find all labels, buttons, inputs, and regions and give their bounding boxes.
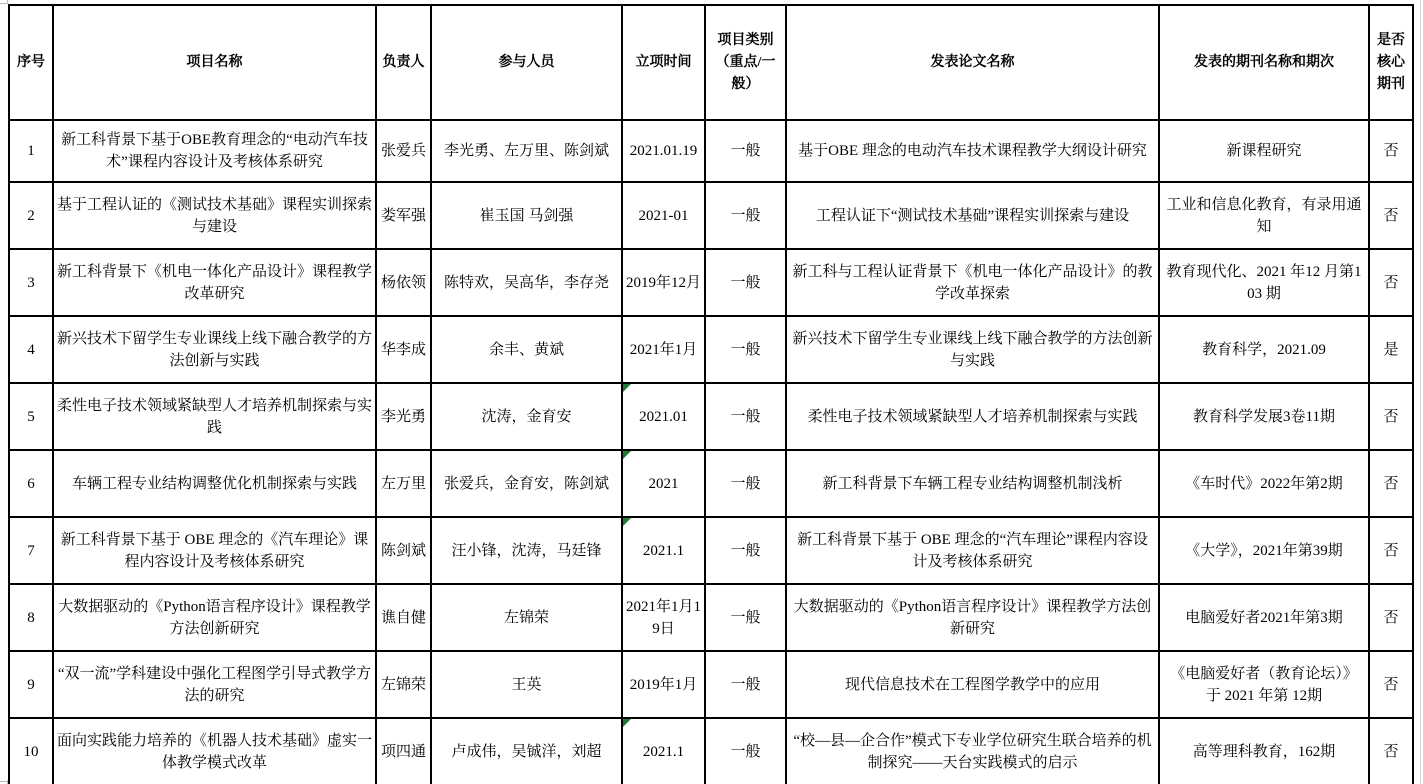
- header-journal[interactable]: 发表的期刊名称和期次: [1159, 5, 1369, 120]
- table-row: [9, 316, 1413, 383]
- start-date-value: 2021年1月: [629, 341, 698, 358]
- project-name-cell[interactable]: “双一流”学科建设中强化工程图学引导式教学方法的研究: [53, 651, 376, 718]
- leader-cell[interactable]: 项四通: [376, 718, 431, 784]
- leader-cell[interactable]: 左万里: [376, 450, 431, 517]
- paper-title-cell[interactable]: 大数据驱动的《Python语言程序设计》课程教学方法创新研究: [786, 584, 1159, 651]
- table-row: [9, 182, 1413, 249]
- participants-cell[interactable]: 王英: [431, 651, 622, 718]
- table-row: [9, 249, 1413, 316]
- start-date-cell[interactable]: [622, 450, 705, 517]
- project-name-cell[interactable]: 新兴技术下留学生专业课线上线下融合教学的方法创新与实践: [53, 316, 376, 383]
- participants-cell[interactable]: 李光勇、左万里、陈剑斌: [431, 120, 622, 182]
- journal-cell[interactable]: 《车时代》2022年第2期: [1159, 450, 1369, 517]
- start-date-value: 2019年12月: [626, 274, 702, 291]
- project-name-cell[interactable]: 柔性电子技术领域紧缺型人才培养机制探索与实践: [53, 383, 376, 450]
- journal-cell[interactable]: 教育现代化、2021 年12 月第103 期: [1159, 249, 1369, 316]
- seq-cell[interactable]: 5: [9, 383, 53, 450]
- start-date-value: 2021.01: [639, 408, 688, 425]
- category-cell[interactable]: 一般: [705, 383, 786, 450]
- participants-cell[interactable]: 陈特欢，吴高华，李存尧: [431, 249, 622, 316]
- paper-title-cell[interactable]: “校—县—企合作”模式下专业学位研究生联合培养的机制探究——天台实践模式的启示: [786, 718, 1159, 784]
- seq-cell[interactable]: 8: [9, 584, 53, 651]
- seq-cell[interactable]: 1: [9, 120, 53, 182]
- start-date-cell[interactable]: [622, 249, 705, 316]
- core-journal-cell[interactable]: 否: [1369, 651, 1413, 718]
- start-date-cell[interactable]: [622, 182, 705, 249]
- paper-title-cell[interactable]: 新工科背景下车辆工程专业结构调整机制浅析: [786, 450, 1159, 517]
- leader-cell[interactable]: 娄军强: [376, 182, 431, 249]
- category-cell[interactable]: 一般: [705, 450, 786, 517]
- seq-cell[interactable]: 9: [9, 651, 53, 718]
- header-project-name[interactable]: 项目名称: [53, 5, 376, 120]
- journal-cell[interactable]: 高等理科教育，162期: [1159, 718, 1369, 784]
- journal-cell[interactable]: 《大学》，2021年第39期: [1159, 517, 1369, 584]
- table-row: [9, 383, 1413, 450]
- leader-cell[interactable]: 陈剑斌: [376, 517, 431, 584]
- journal-cell[interactable]: 教育科学发展3卷11期: [1159, 383, 1369, 450]
- start-date-value: 2021年1月19日: [626, 598, 702, 637]
- project-name-cell[interactable]: 车辆工程专业结构调整优化机制探索与实践: [53, 450, 376, 517]
- journal-cell[interactable]: 《电脑爱好者（教育论坛）》于 2021 年第 12期: [1159, 651, 1369, 718]
- participants-cell[interactable]: 张爱兵，金育安，陈剑斌: [431, 450, 622, 517]
- project-name-cell[interactable]: 新工科背景下基于 OBE 理念的《汽车理论》课程内容设计及考核体系研究: [53, 517, 376, 584]
- category-cell[interactable]: 一般: [705, 120, 786, 182]
- category-cell[interactable]: 一般: [705, 651, 786, 718]
- journal-cell[interactable]: 电脑爱好者2021年第3期: [1159, 584, 1369, 651]
- start-date-value: 2021-01: [638, 207, 689, 224]
- paper-title-cell[interactable]: 基于OBE 理念的电动汽车技术课程教学大纲设计研究: [786, 120, 1159, 182]
- core-journal-cell[interactable]: 否: [1369, 249, 1413, 316]
- project-name-cell[interactable]: 基于工程认证的《测试技术基础》课程实训探索与建设: [53, 182, 376, 249]
- core-journal-cell[interactable]: 否: [1369, 517, 1413, 584]
- core-journal-cell[interactable]: 是: [1369, 316, 1413, 383]
- start-date-cell[interactable]: [622, 316, 705, 383]
- paper-title-cell[interactable]: 新工科与工程认证背景下《机电一体化产品设计》的教学改革探索: [786, 249, 1159, 316]
- project-name-cell[interactable]: 大数据驱动的《Python语言程序设计》课程教学方法创新研究: [53, 584, 376, 651]
- gridline: [0, 781, 8, 782]
- header-start-date[interactable]: 立项时间: [622, 5, 705, 120]
- category-cell[interactable]: 一般: [705, 718, 786, 784]
- participants-cell[interactable]: 沈涛，金育安: [431, 383, 622, 450]
- paper-title-cell[interactable]: 工程认证下“测试技术基础”课程实训探索与建设: [786, 182, 1159, 249]
- project-name-cell[interactable]: 新工科背景下基于OBE教育理念的“电动汽车技术”课程内容设计及考核体系研究: [53, 120, 376, 182]
- header-participants[interactable]: 参与人员: [431, 5, 622, 120]
- header-seq[interactable]: 序号: [9, 5, 53, 120]
- text-as-number-flag-icon: [623, 719, 631, 727]
- paper-title-cell[interactable]: 柔性电子技术领域紧缺型人才培养机制探索与实践: [786, 383, 1159, 450]
- project-name-cell[interactable]: 新工科背景下《机电一体化产品设计》课程教学改革研究: [53, 249, 376, 316]
- core-journal-cell[interactable]: 否: [1369, 718, 1413, 784]
- paper-title-cell[interactable]: 现代信息技术在工程图学教学中的应用: [786, 651, 1159, 718]
- start-date-value: 2021.1: [642, 743, 685, 760]
- category-cell[interactable]: 一般: [705, 517, 786, 584]
- leader-cell[interactable]: 杨依领: [376, 249, 431, 316]
- core-journal-cell[interactable]: 否: [1369, 120, 1413, 182]
- leader-cell[interactable]: 张爱兵: [376, 120, 431, 182]
- text-as-number-flag-icon: [623, 384, 631, 392]
- table-row: [9, 584, 1413, 651]
- gridline: [1420, 0, 1421, 784]
- start-date-value: 2021: [648, 475, 679, 492]
- header-category[interactable]: 项目类别（重点/一般）: [705, 5, 786, 120]
- core-journal-cell[interactable]: 否: [1369, 450, 1413, 517]
- leader-cell[interactable]: 李光勇: [376, 383, 431, 450]
- table-row: [9, 651, 1413, 718]
- paper-title-cell[interactable]: 新工科背景下基于 OBE 理念的“汽车理论”课程内容设计及考核体系研究: [786, 517, 1159, 584]
- header-core-journal[interactable]: 是否核心期刊: [1369, 5, 1413, 120]
- start-date-cell[interactable]: [622, 120, 705, 182]
- start-date-cell[interactable]: [622, 718, 705, 784]
- seq-cell[interactable]: 4: [9, 316, 53, 383]
- journal-cell[interactable]: 工业和信息化教育，有录用通知: [1159, 182, 1369, 249]
- seq-cell[interactable]: 2: [9, 182, 53, 249]
- start-date-value: 2021.1: [642, 542, 685, 559]
- table-row: [9, 120, 1413, 182]
- participants-cell[interactable]: 崔玉国 马剑强: [431, 182, 622, 249]
- start-date-value: 2021.01.19: [629, 143, 698, 159]
- text-as-number-flag-icon: [623, 518, 631, 526]
- participants-cell[interactable]: 余丰、黄斌: [431, 316, 622, 383]
- table-row: [9, 517, 1413, 584]
- start-date-cell[interactable]: [622, 584, 705, 651]
- seq-cell[interactable]: 6: [9, 450, 53, 517]
- core-journal-cell[interactable]: 否: [1369, 383, 1413, 450]
- seq-cell[interactable]: 3: [9, 249, 53, 316]
- core-journal-cell[interactable]: 否: [1369, 584, 1413, 651]
- paper-title-cell[interactable]: 新兴技术下留学生专业课线上线下融合教学的方法创新与实践: [786, 316, 1159, 383]
- table-row: [9, 718, 1413, 784]
- projects-table: [8, 4, 1414, 784]
- table-row: [9, 450, 1413, 517]
- participants-cell[interactable]: 左锦荣: [431, 584, 622, 651]
- leader-cell[interactable]: 华李成: [376, 316, 431, 383]
- core-journal-cell[interactable]: 否: [1369, 182, 1413, 249]
- category-cell[interactable]: 一般: [705, 316, 786, 383]
- seq-cell[interactable]: 10: [9, 718, 53, 784]
- category-cell[interactable]: 一般: [705, 182, 786, 249]
- journal-cell[interactable]: 教育科学，2021.09: [1159, 316, 1369, 383]
- participants-cell[interactable]: 汪小锋，沈涛，马廷锋: [431, 517, 622, 584]
- category-cell[interactable]: 一般: [705, 584, 786, 651]
- start-date-cell[interactable]: [622, 651, 705, 718]
- header-paper-title[interactable]: 发表论文名称: [786, 5, 1159, 120]
- text-as-number-flag-icon: [623, 451, 631, 459]
- leader-cell[interactable]: 谯自健: [376, 584, 431, 651]
- project-name-cell[interactable]: 面向实践能力培养的《机器人技术基础》虚实一体教学模式改革: [53, 718, 376, 784]
- category-cell[interactable]: 一般: [705, 249, 786, 316]
- header-row: [9, 5, 1413, 120]
- start-date-cell[interactable]: [622, 383, 705, 450]
- journal-cell[interactable]: 新课程研究: [1159, 120, 1369, 182]
- start-date-value: 2019年1月: [629, 676, 698, 693]
- header-leader[interactable]: 负责人: [376, 5, 431, 120]
- participants-cell[interactable]: 卢成伟，吴铖洋，刘超: [431, 718, 622, 784]
- seq-cell[interactable]: 7: [9, 517, 53, 584]
- start-date-cell[interactable]: [622, 517, 705, 584]
- leader-cell[interactable]: 左锦荣: [376, 651, 431, 718]
- gridline: [0, 3, 8, 4]
